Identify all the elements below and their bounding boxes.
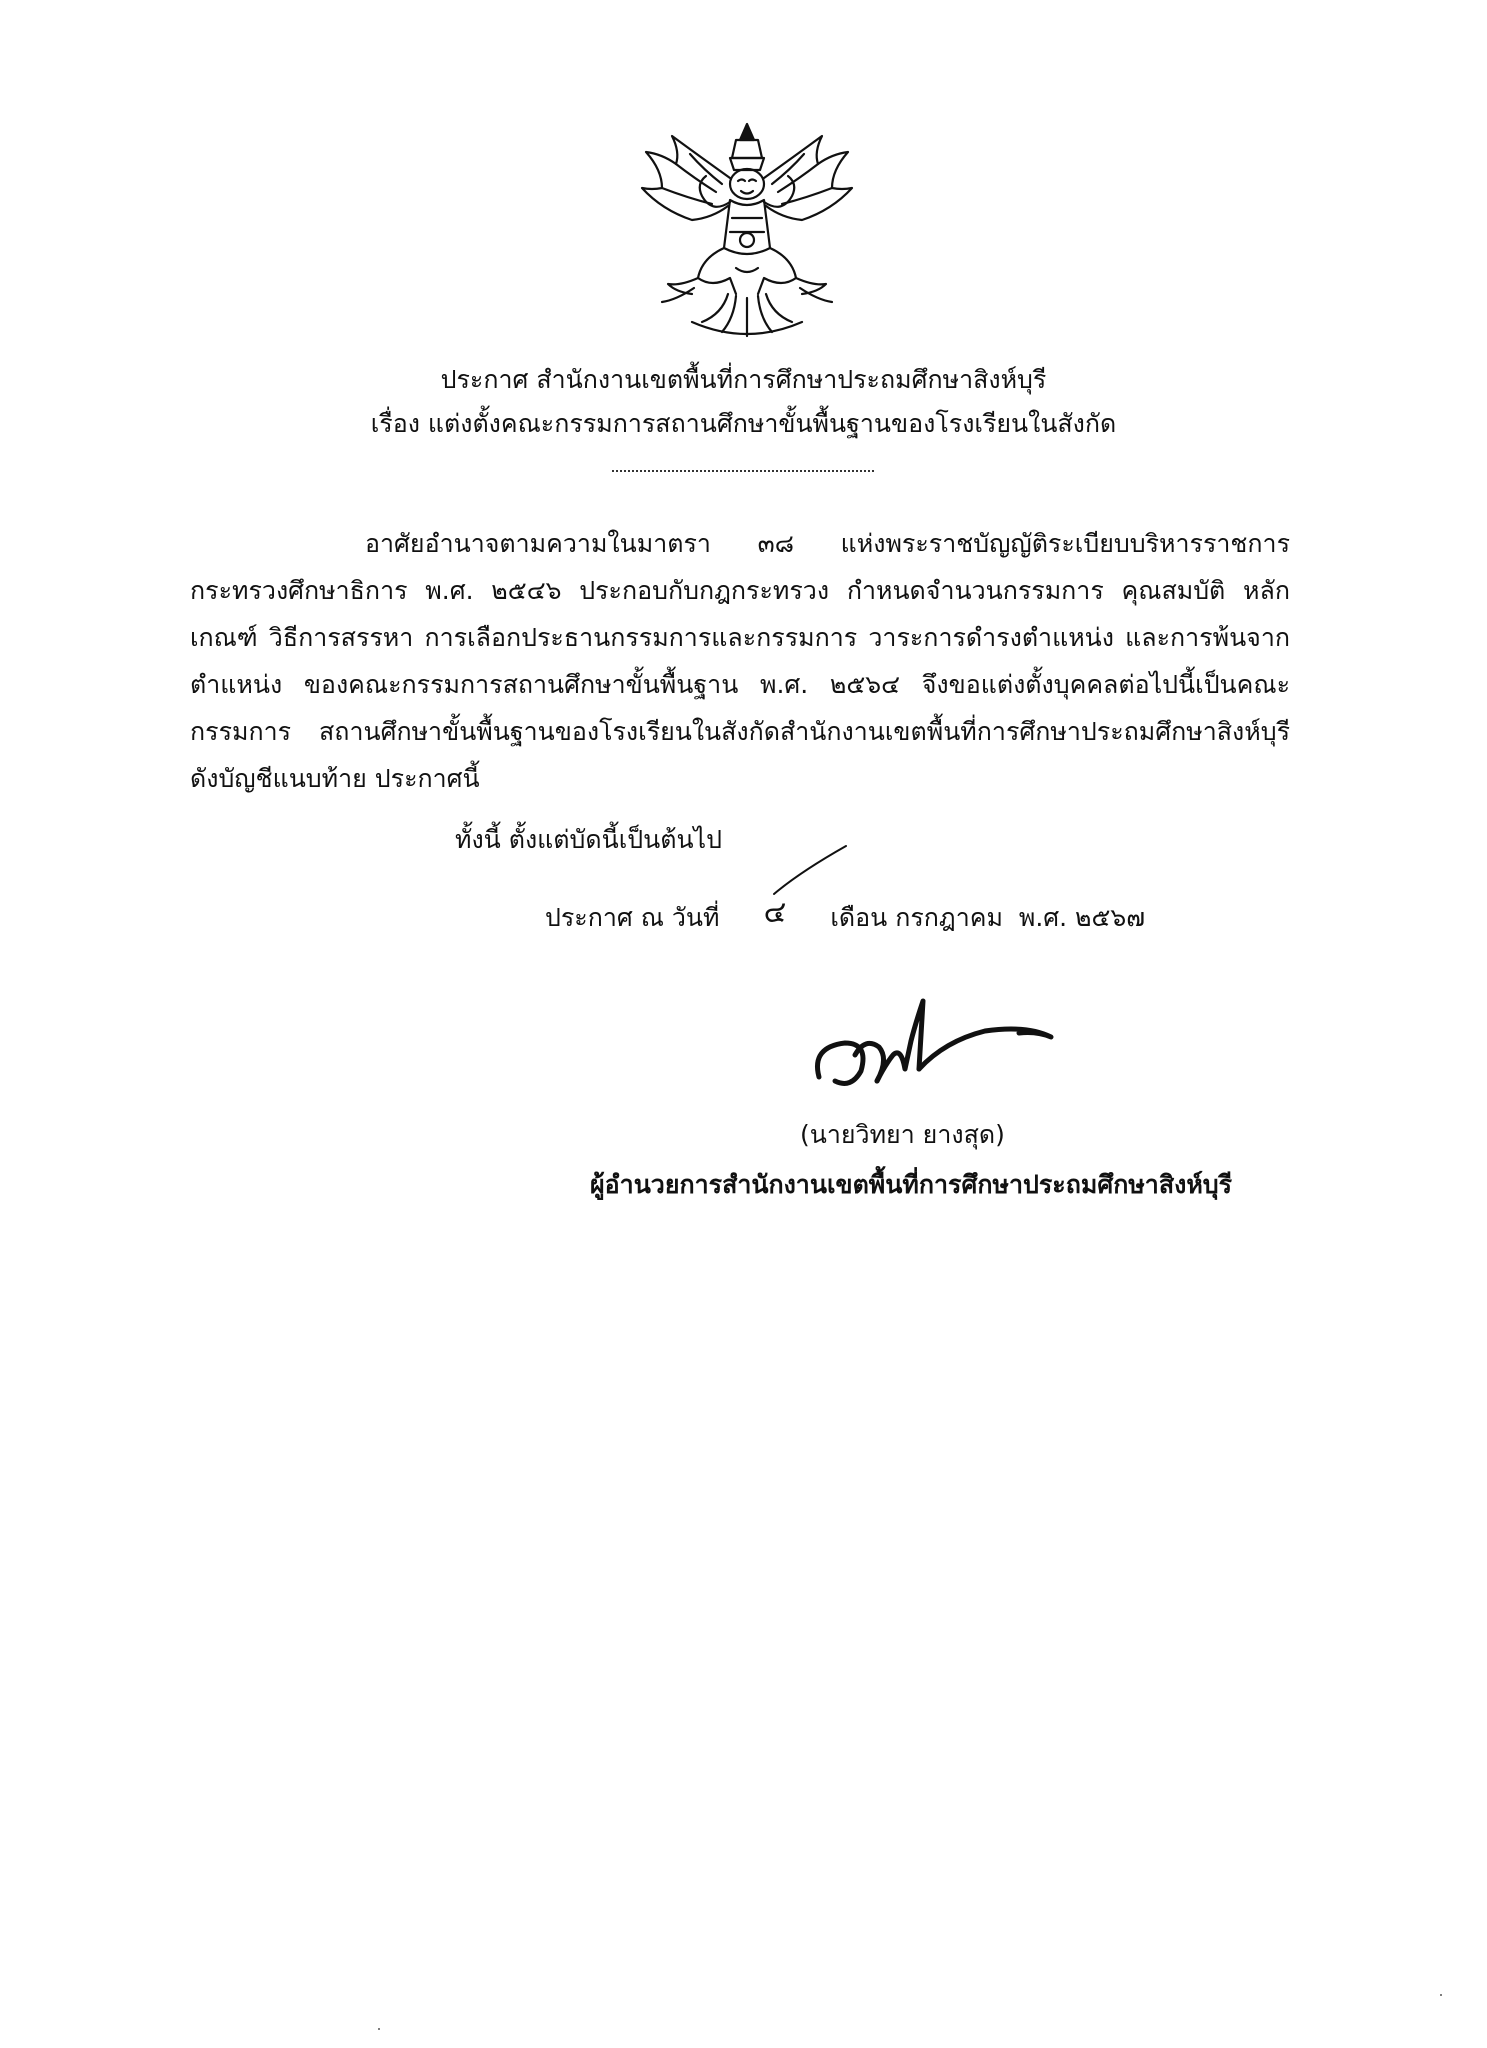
dateline-year: พ.ศ. ๒๕๖๗ (1018, 903, 1146, 932)
effective-clause: ทั้งนี้ ตั้งแต่บัดนี้เป็นต้นไป (455, 825, 722, 854)
handwritten-date-stroke (770, 842, 850, 898)
announcement-subject: เรื่อง แต่งตั้งคณะกรรมการสถานศึกษาขั้นพื้นฐานของโรงเรียนในสังกัด (370, 409, 1117, 438)
dateline-day: ๔ (763, 895, 787, 930)
announcement-dateline (545, 893, 1145, 940)
handwritten-signature (805, 985, 1065, 1100)
garuda-emblem-icon (632, 118, 862, 348)
signer-position: ผู้อำนวยการสำนักงานเขตพื้นที่การศึกษาประถมศึกษาสิงห์บุรี (590, 1170, 1233, 1199)
body-paragraph: อาศัยอำนาจตามความในมาตรา ๓๘ แห่งพระราชบัญญัติระเบียบบริหารราชการกระทรวงศึกษาธิการ พ.ศ. ๒๕๔๖ ประกอบกับกฎกระทรวง กำหนดจำนวนกรรมการ คุณสมบัติ หลักเกณฑ์ วิธีการสรรหา การเลือกประธานกรรมการและกรรมการ วาระการดำรงตำแหน่ง และการพ้นจากตำแหน่ง ของคณะกรรมการสถานศึกษาขั้นพื้นฐาน พ.ศ. ๒๕๖๔ จึงขอแต่งตั้งบุคคลต่อไปนี้เป็นคณะกรรมการ สถานศึกษาขั้นพื้นฐานของโรงเรียนในสังกัดสำนักงานเขตพื้นที่การศึกษาประถมศึกษาสิงห์บุรี ดังบัญชีแนบท้าย ประกาศนี้ (190, 529, 1290, 793)
dateline-prefix: ประกาศ ณ วันที่ (545, 903, 720, 932)
title-separator (612, 470, 874, 472)
dateline-month: เดือน กรกฎาคม (830, 903, 1003, 932)
scan-speck (378, 2028, 380, 2030)
scan-speck (1440, 1994, 1442, 1996)
announcement-title: ประกาศ สำนักงานเขตพื้นที่การศึกษาประถมศึกษาสิงห์บุรี (440, 365, 1047, 394)
signer-name: (นายวิทยา ยางสุด) (800, 1120, 1005, 1149)
